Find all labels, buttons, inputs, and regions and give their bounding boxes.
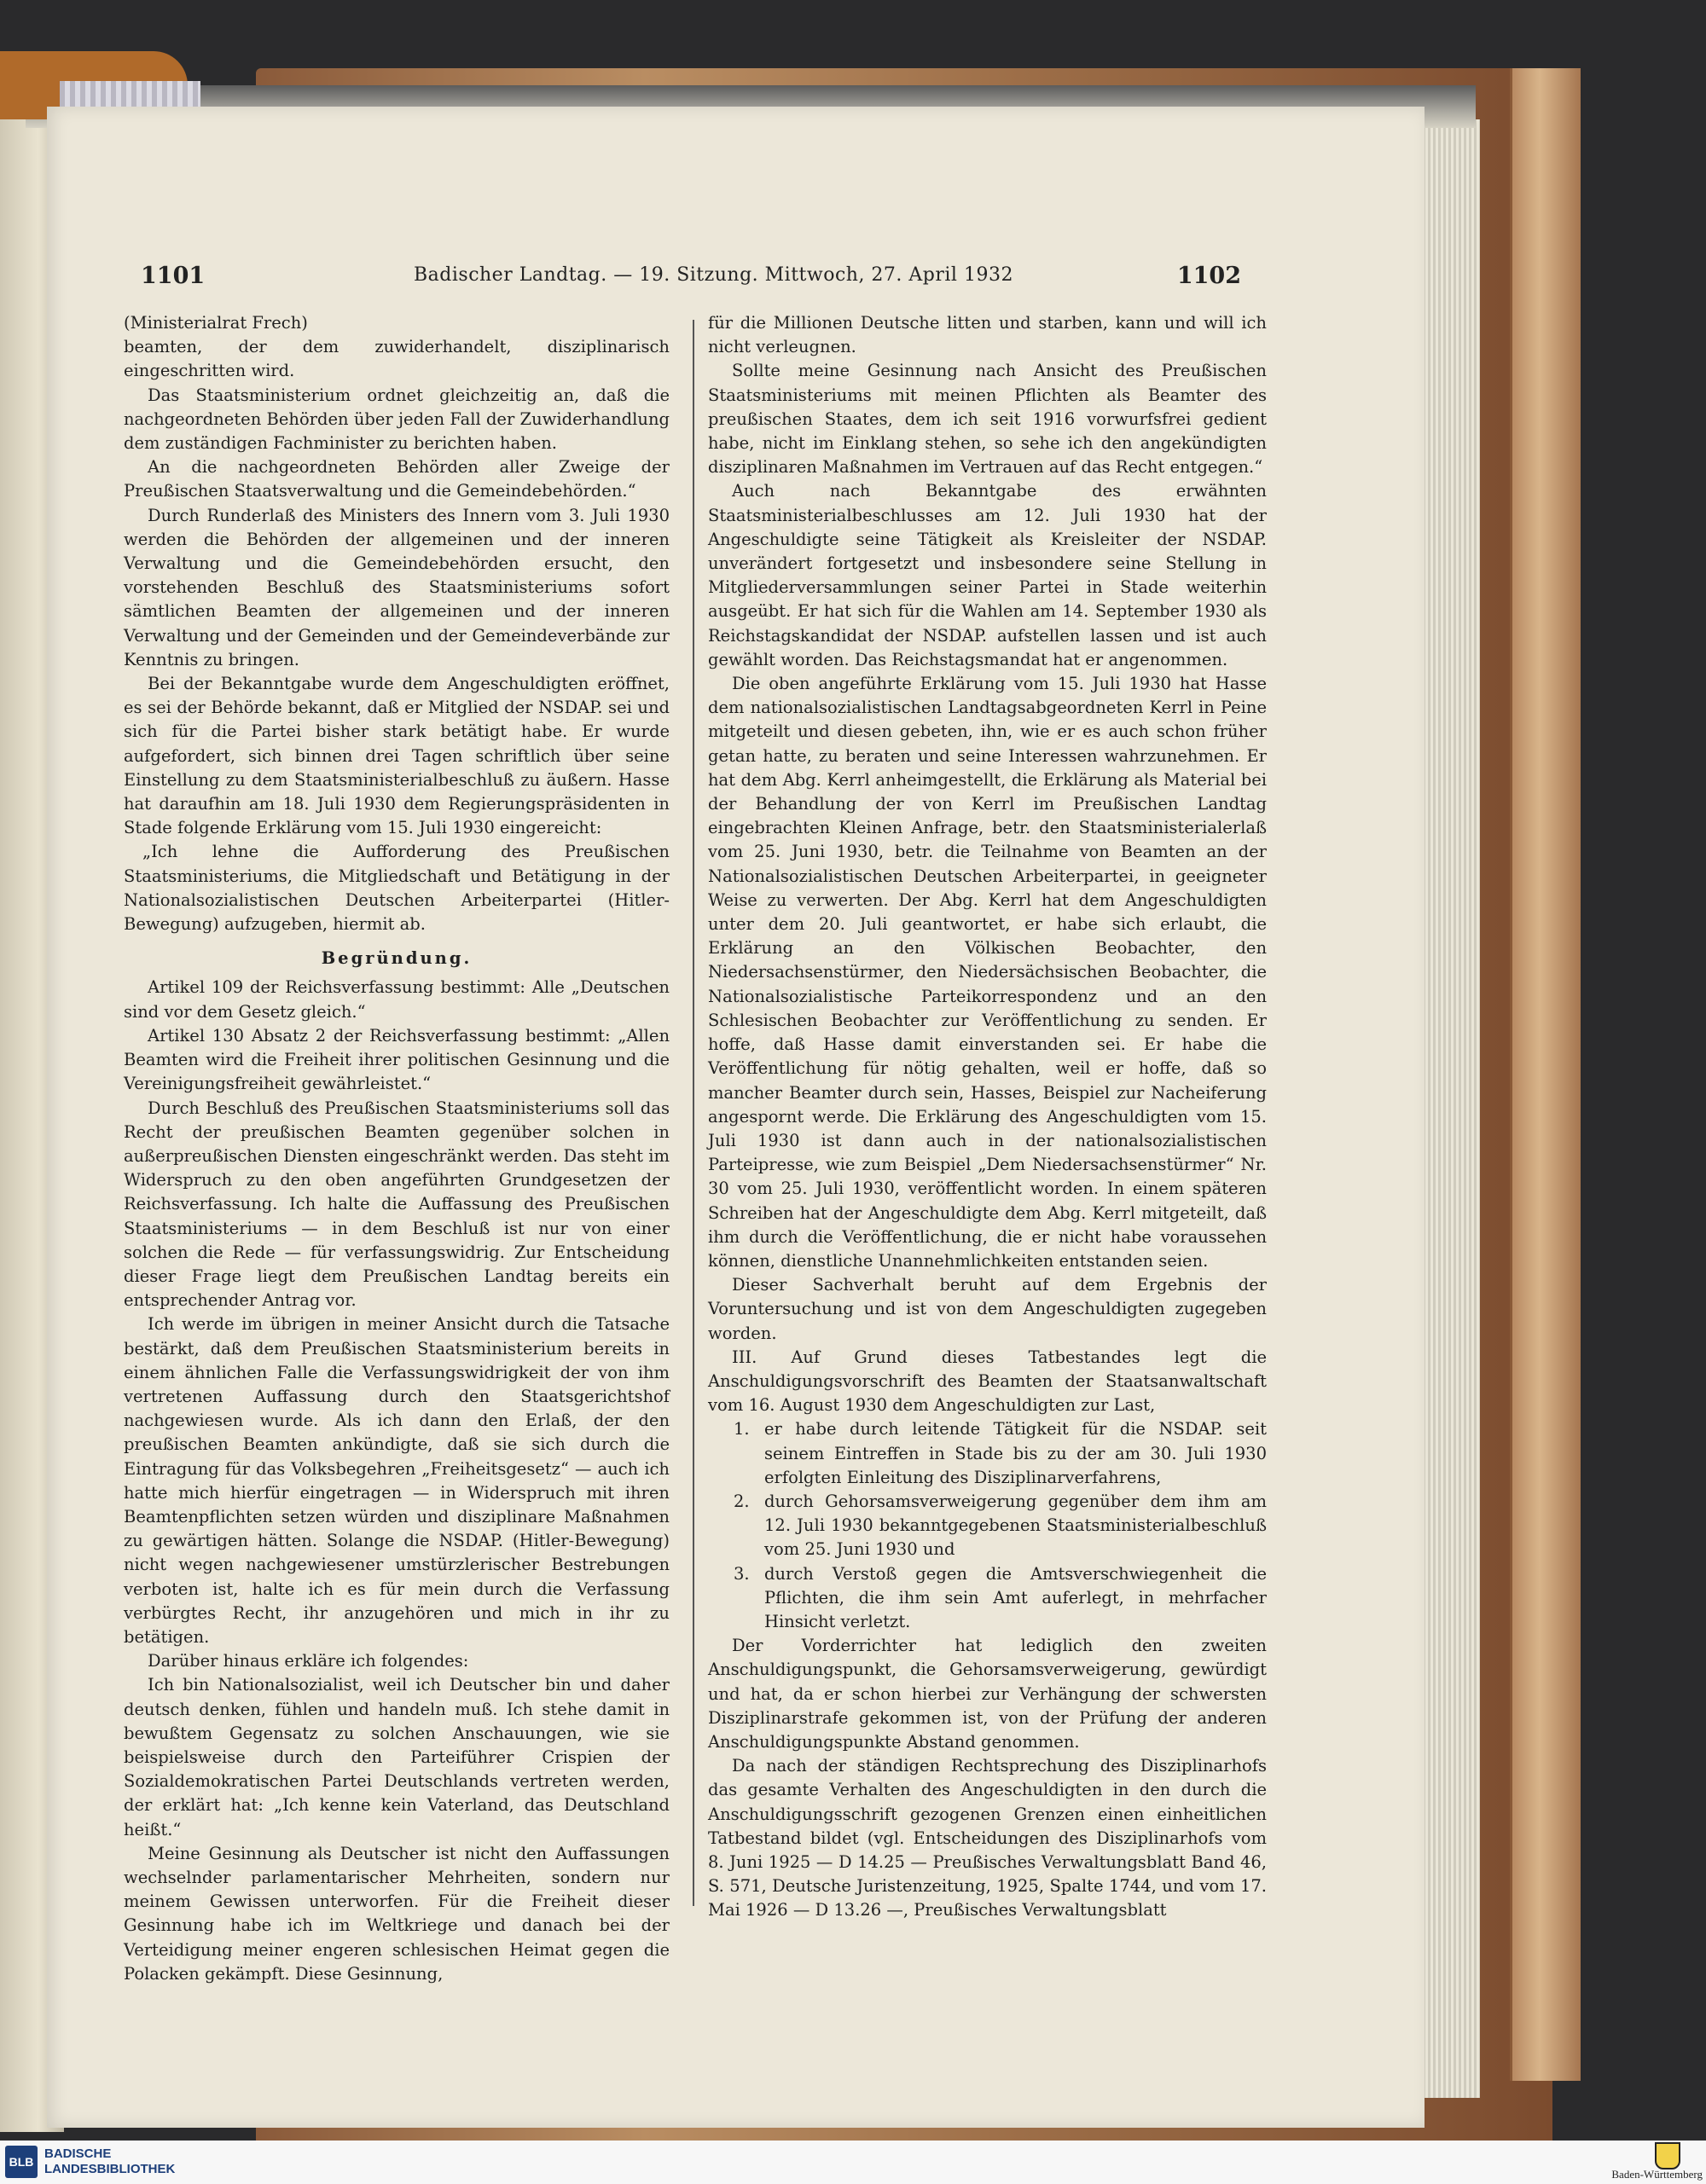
list-item bbox=[708, 1490, 1267, 1562]
book-cover-right bbox=[1510, 68, 1581, 2081]
page-header bbox=[141, 263, 1241, 297]
state-label: Baden-Württemberg bbox=[1611, 2168, 1703, 2181]
paragraph: III. Auf Grund dieses Tatbestandes legt die Anschuldigungsvorschrift des Beamten der Staatsanwaltschaft vom 16. August 1930 dem Angeschuldigten zur Last, bbox=[708, 1347, 1267, 1416]
library-name-line2: LANDESBIBLIOTHEK bbox=[44, 2162, 176, 2176]
left-column bbox=[124, 311, 670, 1986]
paragraph: Artikel 130 Absatz 2 der Reichsverfassung bestimmt: „Allen Beamten wird die Freiheit ihrer politischen Gesinnung und die Vereinigungsfreiheit gewährleistet.“ bbox=[124, 1025, 670, 1094]
list-number: 2. bbox=[734, 1491, 750, 1511]
list-text: er habe durch leitende Tätigkeit für die NSDAP. seit seinem Eintreffen in Stade bis zu der am 30. Juli 1930 erfolgten Einleitung des Disziplinarverfahrens, bbox=[764, 1419, 1267, 1487]
paragraph: Auch nach Bekanntgabe des erwähnten Staatsministerialbeschlusses am 12. Juli 1930 hat der Angeschuldigte seine Tätigkeit als Kreisleiter der NSDAP. unverändert fortgesetzt und insbesondere seine Stellung in Mitgliederversammlungen seiner Partei in Stade weiterhin ausgeübt. Er hat sich für die Wahlen am 14. September 1930 als Reichstagskandidat der NSDAP. aufstellen lassen und ist auch gewählt worden. Das Reichstagsmandat hat er angenommen. bbox=[708, 481, 1267, 669]
page-number-left: 1101 bbox=[141, 263, 206, 289]
footer-bar bbox=[0, 2141, 1706, 2184]
quote-paragraph: „Ich lehne die Aufforderung des Preußischen Staatsministeriums, die Mitgliedschaft und Betätigung in der Nationalsozialistischen Deutschen Arbeiterpartei (Hitler-Bewegung) aufzugeben, hiermit ab. bbox=[124, 842, 670, 935]
page-number-right: 1102 bbox=[1176, 263, 1241, 289]
list-item bbox=[708, 1417, 1267, 1490]
paragraph: Artikel 109 der Reichsverfassung bestimmt: Alle „Deutschen sind vor dem Gesetz gleich.“ bbox=[124, 977, 670, 1022]
blb-logo-icon[interactable]: BLB bbox=[5, 2146, 38, 2178]
right-column bbox=[708, 311, 1267, 1923]
paragraph: Dieser Sachverhalt beruht auf dem Ergebnis der Voruntersuchung und ist von dem Angeschuldigten zugegeben worden. bbox=[708, 1275, 1267, 1343]
section-heading: Begründung. bbox=[321, 948, 473, 969]
list-item bbox=[708, 1562, 1267, 1635]
paragraph: Sollte meine Gesinnung nach Ansicht des Preußischen Staatsministeriums mit meinen Pflichten als Beamter des preußischen Staates, dem ich seit 1916 vorwurfsfrei gedient habe, nicht im Einklang stehen, so sehe ich den angekündigten disziplinaren Maßnahmen im Vertrauen auf das Recht entgegen.“ bbox=[708, 361, 1267, 478]
list-number: 1. bbox=[734, 1419, 750, 1440]
paragraph: Bei der Bekanntgabe wurde dem Angeschuldigten eröffnet, es sei der Behörde bekannt, daß er Mitglied der NSDAP. sei und sich für die Partei bisher stark betätigt habe. Er wurde aufgefordert, sich binnen drei Tagen schriftlich über seine Einstellung zu dem Staatsministerialbeschluß zu äußern. Hasse hat daraufhin am 18. Juli 1930 dem Regierungspräsidenten in Stade folgende Erklärung vom 15. Juli 1930 eingereicht: bbox=[124, 674, 670, 838]
list-text: durch Gehorsamsverweigerung gegenüber dem ihm am 12. Juli 1930 bekanntgegebenen Staatsministerialbeschluß vom 25. Juni 1930 und bbox=[764, 1491, 1267, 1560]
paragraph: Meine Gesinnung als Deutscher ist nicht den Auffassungen wechselnder parlamentarischer Mehrheiten, sondern nur meinem Gewissen unterworfen. Für die Freiheit dieser Gesinnung habe ich im Weltkriege und danach bei der Verteidigung meiner engeren schlesischen Heimat gegen die Polacken gekämpft. Diese Gesinnung, bbox=[124, 1843, 670, 1984]
running-title: Badischer Landtag. — 19. Sitzung. Mittwoch, 27. April 1932 bbox=[414, 264, 1013, 286]
paragraph: Da nach der ständigen Rechtsprechung des Disziplinarhofs das gesamte Verhalten des Angeschuldigten in den durch die Anschuldigungsschrift gezogenen Grenzen einen einheitlichen Tatbestand bildet (vgl. Entscheidungen des Disziplinarhofs vom 8. Juni 1925 — D 14.25 — Preußisches Verwaltungsblatt Band 46, S. 571, Deutsche Juristenzeitung, 1925, Spalte 1744, und vom 17. Mai 1926 — D 13.26 —, Preußisches Verwaltungsblatt bbox=[708, 1756, 1267, 1920]
paragraph: für die Millionen Deutsche litten und starben, kann und will ich nicht verleugnen. bbox=[708, 313, 1267, 357]
list-text: durch Verstoß gegen die Amtsverschwiegenheit die Pflichten, die ihm sein Amt auferlegt, in mehrfacher Hinsicht verletzt. bbox=[764, 1563, 1267, 1631]
list-number: 3. bbox=[734, 1563, 750, 1584]
paragraph: beamten, der dem zuwiderhandelt, disziplinarisch eingeschritten wird. bbox=[124, 337, 670, 381]
paragraph: Der Vorderrichter hat lediglich den zweiten Anschuldigungspunkt, die Gehorsamsverweigerung, gewürdigt und hat, da er schon hierbei zur Verhängung der schwersten Disziplinarstrafe gekommen ist, von der Prüfung der anderen Anschuldigungspunkte Abstand genommen. bbox=[708, 1636, 1267, 1752]
paragraph: Die oben angeführte Erklärung vom 15. Juli 1930 hat Hasse dem nationalsozialistischen Landtagsabgeordneten Kerrl in Peine mitgeteilt und diesen gebeten, ihn, wie er es auch schon früher getan hatte, zu beraten und seine Interessen wahrzunehmen. Er hat dem Abg. Kerrl anheimgestellt, die Erklärung als Material bei der Behandlung der von Kerrl im Preußischen Landtag eingebrachten Kleinen Anfrage, betr. den Staatsministerialerlaß vom 25. Juni 1930, betr. die Teilnahme von Beamten an der Nationalsozialistischen Deutschen Arbeiterpartei, in geeigneter Weise zu verwerten. Der Abg. Kerrl hat dem Angeschuldigten unter dem 20. Juli geantwortet, er habe sich erlaubt, die Erklärung an den Völkischen Beobachter, den Niedersachsenstürmer, den Niedersächsischen Beobachter, die Nationalsozialistische Parteikorrespondenz und an den Schlesischen Beobachter zur Veröffentlichung zu senden. Er hoffe, daß Hasse damit einverstanden sei. Er habe die Veröffentlichung für nötig gehalten, weil er hoffe, daß so mancher Beamter durch sein, Hasses, Beispiel zur Nacheiferung angespornt werde. Die Erklärung des Angeschuldigten vom 15. Juli 1930 ist dann auch in der nationalsozialistischen Parteipresse, wie zum Beispiel „Dem Niedersachsenstürmer“ Nr. 30 vom 25. Juli 1930, veröffentlicht worden. In einem späteren Schreiben hat der Angeschuldigte dem Abg. Kerrl mitgeteilt, daß ihm durch die Veröffentlichung, die er nicht habe voraussehen können, dienstliche Unannehmlichkeiten entstanden seien. bbox=[708, 674, 1267, 1271]
library-name-line1: BADISCHE bbox=[44, 2146, 112, 2161]
paragraph: Das Staatsministerium ordnet gleichzeitig an, daß die nachgeordneten Behörden über jeden Fall der Zuwiderhandlung dem zuständigen Fachminister zu berichten haben. bbox=[124, 385, 670, 454]
coat-of-arms-icon bbox=[1655, 2142, 1680, 2170]
paragraph: An die nachgeordneten Behörden aller Zweige der Preußischen Staatsverwaltung und die Gemeindebehörden.“ bbox=[124, 457, 670, 501]
column-divider bbox=[693, 320, 694, 1906]
paragraph: Ich werde im übrigen in meiner Ansicht durch die Tatsache bestärkt, daß dem Preußischen Staatsministerium bereits in einem ähnlichen Falle die Verfassungswidrigkeit der von ihm vertretenen Auffassung durch den Staatsgerichtshof nachgewiesen wurde. Als ich dann den Erlaß, der den preußischen Beamten ankündigte, daß sie sich durch die Eintragung für das Volksbegehren „Freiheitsgesetz“ — auch ich hatte mich hierfür eingetragen — in Widerspruch mit ihren Beamtenpflichten setzen würden und disziplinare Maßnahmen zu gewärtigen hätten. Solange die NSDAP. (Hitler-Bewegung) nicht wegen nachgewiesener umstürzlerischer Bestrebungen verboten ist, halte ich es für mein durch die Verfassung verbürgtes Recht, ihr anzugehören und mich in ihr zu betätigen. bbox=[124, 1314, 670, 1647]
library-name[interactable] bbox=[44, 2146, 175, 2177]
paragraph: Durch Runderlaß des Ministers des Innern vom 3. Juli 1930 werden die Behörden der allgemeinen und der inneren Verwaltung und die Gemeindebehörden ersucht, den vorstehenden Beschluß des Staatsministeriums sofort sämtlichen Beamten der allgemeinen und der inneren Verwaltung und der Gemeinden und der Gemeindeverbände zur Kenntnis zu bringen. bbox=[124, 505, 670, 669]
speaker-note: (Ministerialrat Frech) bbox=[124, 313, 308, 333]
paragraph: Ich bin Nationalsozialist, weil ich Deutscher bin und daher deutsch denken, fühlen und handeln muß. Ich stehe damit in bewußtem Gegensatz zu solchen Anschauungen, wie sie beispielsweise durch den Parteiführer Crispien der Sozialdemokratischen Partei Deutschlands vertreten werden, der erklärt hat: „Ich kenne kein Vaterland, das Deutschland heißt.“ bbox=[124, 1675, 670, 1839]
paragraph: Durch Beschluß des Preußischen Staatsministeriums soll das Recht der preußischen Beamten gegenüber solchen in außerpreußischen Diensten eingeschränkt werden. Das steht im Widerspruch zu den oben angeführten Grundgesetzen der Reichsverfassung. Ich halte die Auffassung des Preußischen Staatsministeriums — in dem Beschluß ist nur von einer solchen die Rede — für verfassungswidrig. Zur Entscheidung dieser Frage liegt dem Preußischen Landtag bereits ein entsprechender Antrag vor. bbox=[124, 1098, 670, 1311]
paragraph: Darüber hinaus erkläre ich folgendes: bbox=[148, 1651, 469, 1671]
